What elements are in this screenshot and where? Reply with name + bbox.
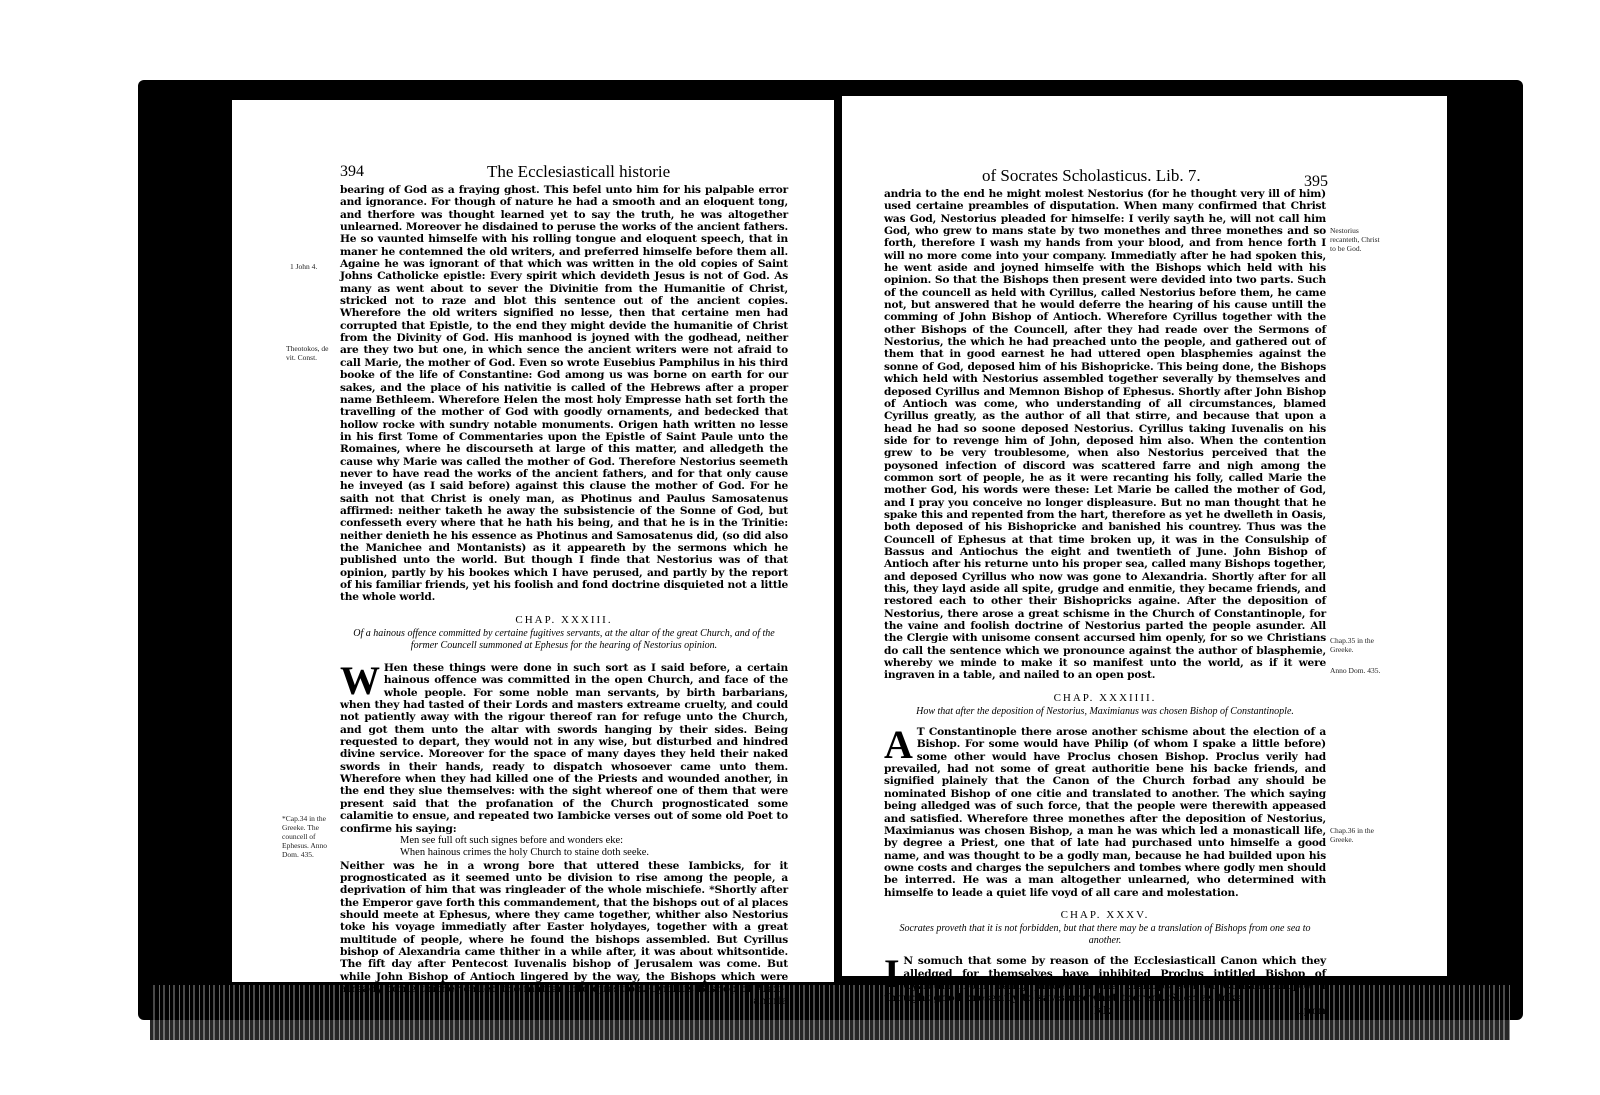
chapter-33-title: CHAP. XXXIII.: [515, 613, 613, 626]
left-paragraph-1: bearing of God as a fraying ghost. This befel unto him for his palpable error and ignorance. For though of nature he had a smooth and an eloquent tong, and therfore was thought learned yet to say the truth, he was altogether unlearned. Moreover he disdained to peruse the works of the ancient fathers. He so vaunted himselfe with his rolling tongue and eloquent speech, that in maner he contemned the old writers, and preferred himselfe before them all. Againe he was ignorant of that which was written in the old copies of Saint Johns Catholicke epistle: Every spirit which devideth Jesus is not of God. As many as went about to sever the Divinitie from the Humanitie of Christ, stricked not to raze and blot this sentence out of the ancient copies. Wherefore the old writers signified no lesse, then that certaine men had corrupted that Epistle, to the end they might devide the humanitie of Christ from the Divinity of God. His manhood is joyned with the godhead, neither are they two but one, in which sence the ancient writers were not afraid to call Marie, the mother of God. Even so wrote Eusebius Pamphilus in his third booke of the life of Constantine: God among us was borne on earth for our sakes, and the place of his nativitie is called of the Hebrews after a proper name Bethleem. Wherefore Helen the most holy Empresse hath set forth the travelling of the mother of God with goodly ornaments, and bedecked that hollow rocke with sundry notable monuments. Origen hath written no lesse in his first Tome of Commentaries upon the Epistle of Saint Paule unto the Romaines, where he discourseth at large of this matter, and alledgeth the cause why Marie was called the mother of God. Therefore Nestorius seemeth never to have read the works of the ancient fathers, and for that only cause he inveyed (as I said before) against this clause the mother of God. For he saith not that Christ is onely man, as Photinus and Paulus Samosatenus affirmed: neither taketh he away the subsistencie of the Sonne of God, but confesseth every where that he hath his being, and that he is in the Trinitie: neither denieth he his essence as Photinus and Samosatenus did, (so did also the Manichee and Montanists) as it appeareth by the sermons which he published unto the world. But though I finde that Nestorius was of that opinion, partly by his bookes which I have perused, and partly by the report of his familiar friends, yet his foolish and fond doctrine disquieted not a little the whole world.: [340, 184, 788, 604]
verse-line-2: When hainous crimes the holy Church to staine doth seeke.: [400, 847, 650, 859]
right-margin-note-3: Anno Dom. 435.: [1330, 666, 1381, 675]
right-paragraph-1: andria to the end he might molest Nestorius (for he thought very ill of him) used certaine preambles of disputation. When many confirmed that Christ was God, Nestorius pleaded for himselfe: I verily sayth he, will not call him God, who grew to mans state by two monethes and three monethes and so forth, therefore I wash my hands from your blood, and from hence forth I will no more come into your company. Immediatly after he had spoken this, he went aside and joyned himselfe with the Bishops which held with his opinion. So that the Bishops then present were devided into two parts. Such of the councell as held with Cyrillus, called Nestorius before them, he came not, but answered that he would deferre the hearing of his cause untill the comming of John Bishop of Antioch. Wherefore Cyrillus together with the other Bishops of the Councell, after they had reade over the Sermons of Nestorius, the which he had preached unto the people, and gathered out of them that in good earnest he had uttered open blasphemies against the sonne of God, deposed him of his Bishopricke. This being done, the Bishops which held with Nestorius assembled together severally by themselves and deposed Cyrillus and Memnon Bishop of Ephesus. Shortly after John Bishop of Antioch was come, who understanding of all circumstances, blamed Cyrillus greatly, as the author of all that stirre, and because that upon a head he had so soone deposed Nestorius. Cyrillus taking Iuvenalis on his side for to revenge him of John, deposed him also. When the contention grew to be very troublesome, when also Nestorius perceived that the poysoned infection of discord was scattered farre and nigh among the common sort of people, he as it were recanting his folly, called Marie the mother God, his words were these: Let Marie be called the mother of God, and I pray you conceive no longer displeasure. But no man thought that he spake this and repented from the hart, therefore as yet he dwelleth in Oasis, both deposed of his Bishopricke and banished his countrey. Thus was the Councell of Ephesus at that time broken up, it was in the Consulship of Bassus and Antiochus the eight and twentieth of June. John Bishop of Antioch after his returne unto his proper sea, called many Bishops together, and deposed Cyrillus who now was gone to Alexandria. Shortly after for all this, they layd aside all spite, grudge and enmitie, they became friends, and restored each to other their Bishopricks againe. After the deposition of Nestorius, there arose a great schisme in the Church of Constantinople, for the vaine and foolish doctrine of Nestorius parted the people asunder. All the Clergie with unisome consent accursed him openly, for so we Christians do call the sentence which we pronounce against the author of blasphemie, whereby we minde to make it so manifest unto the world, as if it were ingraven in a table, and nailed to an open post.: [884, 188, 1326, 682]
left-page: [232, 100, 834, 1008]
left-margin-note-3: *Cap.34 in the Greeke. The councell of Ephesus. Anno Dom. 435.: [282, 814, 327, 859]
right-footer-line: [884, 1005, 1326, 1019]
right-body: [884, 188, 1326, 1019]
left-folio: 394: [340, 163, 364, 180]
left-body: [340, 184, 788, 1008]
left-catchword: andria: [753, 995, 788, 1008]
right-paragraph-2: [884, 722, 1326, 899]
dropcap-w: W: [340, 658, 380, 704]
left-margin-note-1: 1 John 4.: [290, 262, 318, 271]
chapter-35-summary: Socrates proveth that it is not forbidden, but that there may be a translation of Bishops from one sea to another.: [899, 923, 1311, 947]
left-paragraph-2: [340, 658, 788, 835]
chapter-34-summary: How that after the deposition of Nestorius, Maximianus was chosen Bishop of Constantinople.: [916, 706, 1294, 718]
right-paragraph-3-text: N somuch that some by reason of the Ecclesiasticall Canon which they alledged for themselves have inhibited Proclus intitled Bishop of Cyzicum from being placed in the Bishops sea of Constantinople, I thought good presently to say somewhat thereof. Such as toke: [884, 955, 1326, 1005]
chapter-33-summary: Of a hainous offence committed by certaine fugitives servants, at the altar of the great Church, and of the former Councell summoned at Ephesus for the hearing of Nestorius opinion.: [353, 628, 775, 652]
chapter-34-title: CHAP. XXXIIII.: [1053, 691, 1157, 704]
chapter-35-title: CHAP. XXXV.: [1060, 908, 1150, 921]
verse-line-1: Men see full oft such signes before and wonders eke:: [400, 834, 624, 846]
right-margin-note-4: Chap.36 in the Greeke.: [1330, 826, 1374, 844]
right-running-head: of Socrates Scholasticus. Lib. 7.: [982, 166, 1201, 185]
right-page: [842, 96, 1447, 1017]
left-paragraph-2-text: Hen these things were done in such sort as I said before, a certain hainous offence was committed in the open Church, and face of the whole people. For some noble man servants, by birth barbarians, when they had tasted of their Lords and masters extreame cruelty, and could not patiently away with the rigour thereof ran for refuge unto the Church, and got them unto the altar with swords hanging by their sides. Being requested to depart, they would not in any wise, but disturbed and hindred divine service. Moreover for the space of many dayes they held their naked swords in their hands, ready to dispatch whosoever came unto them. Wherefore when they had killed one of the Priests and wounded another, in the end they slue themselves: with the sight whereof one of them that were present said that the profanation of the Church prognosticated some calamitie to ensue, and repeated two Iambicke verses out of some old Poet to confirme his saying:: [340, 662, 788, 835]
left-paragraph-3: Neither was he in a wrong bore that uttered these Iambicks, for it prognosticated as it seemed unto be division to rise among the people, a deprivation of him that was ringleader of the whole mischiefe. *Shortly after the Emperor gave forth this commandement, that the bishops out of al places should meete at Ephesus, where they came together, whither also Nestorius toke his voyage immediatly after Easter holydayes, together with a great multitude of people, where he found the bishops assembled. But Cyrillus bishop of Alexandria came thither in a while after, it was about whitsontide. The fift day after Pentecost Iuvenalis bishop of Jerusalem was come. But while John Bishop of Antioch lingered by the way, the Bishops which were already come thither called the matter into question. Cyrillus Bishop of Alex-: [340, 859, 788, 995]
right-folio: 395: [1304, 173, 1328, 190]
right-catchword: upon: [1296, 1004, 1326, 1017]
signature-mark: Kk: [1094, 1004, 1111, 1017]
right-paragraph-2-text: T Constantinople there arose another schisme about the election of a Bishop. For some would have Philip (of whom I spake a little before) some other would have Proclus chosen Bishop. Proclus verily had prevailed, had not some of great authoritie bene his backe friends, and signified plainely that the Canon of the Church forbad any should be nominated Bishop of one citie and translated to another. The which saying being alledged was of such force, that the people were therewith appeased and satisfied. Wherefore three monethes after the deposition of Nestorius, Maximianus was chosen Bishop, a man he was which led a monasticall life, by degree a Priest, one that of late had purchased unto himselfe a good name, and was thought to be a godly man, because he had builded upon his owne costs and charges the sepulchers and tombes where godly men should be interred. He was a man altogether unlearned, who determined with himselfe to leade a quiet life voyd of all care and molestation.: [884, 726, 1326, 899]
right-margin-note-1: Nestorius recanteth, Christ to be God.: [1330, 226, 1380, 253]
dropcap-i: I: [884, 951, 900, 997]
right-margin-note-2: Chap.35 in the Greeke.: [1330, 636, 1374, 654]
right-paragraph-3: [884, 951, 1326, 1005]
left-margin-note-2: Theotokos, de vit. Const.: [286, 344, 329, 362]
dropcap-a: A: [884, 722, 913, 768]
left-running-head: The Ecclesiasticall historie: [487, 162, 671, 181]
